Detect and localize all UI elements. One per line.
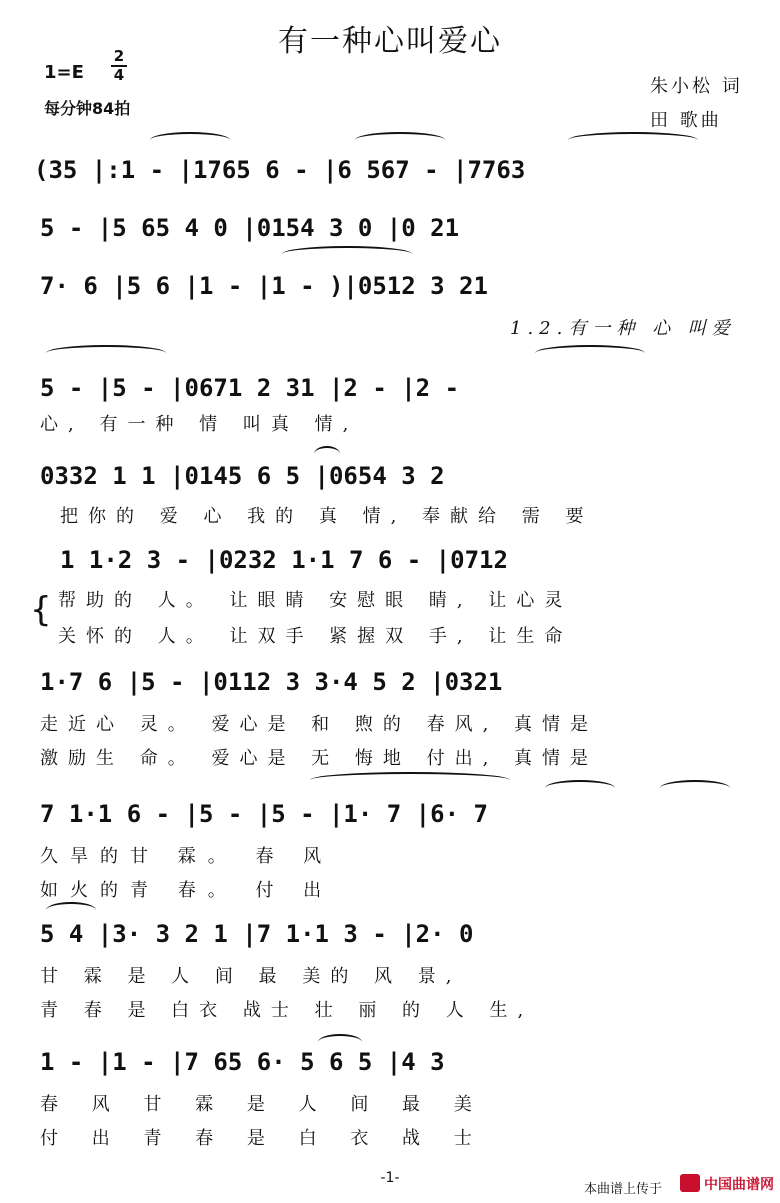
key-signature: 1=E — [44, 62, 84, 83]
notation-row-2: 5 - |5 65 4 0 |0154 3 0 |0 21 — [40, 214, 460, 242]
page-title: 有一种心叫爱心 — [278, 24, 502, 59]
lyrics-row-8a: 久旱的甘 霖。 春 风 — [40, 846, 334, 867]
notation-row-6: 1 1·2 3 - |0232 1·1 7 6 - |0712 — [60, 546, 508, 574]
notation-row-8: 7 1·1 6 - |5 - |5 - |1· 7 |6· 7 — [40, 800, 488, 828]
notation-row-3: 7· 6 |5 6 |1 - |1 - )|0512 3 21 — [40, 272, 488, 300]
lyrics-row-6a: 帮助的 人。 让眼睛 安慰眼 睛, 让心灵 — [58, 590, 573, 611]
slur — [282, 246, 412, 262]
lyrics-row-9b: 青 春 是 白衣 战士 壮 丽 的 人 生, — [40, 1000, 534, 1021]
lyrics-row-6b: 关怀的 人。 让双手 紧握双 手, 让生命 — [58, 626, 573, 647]
slur — [535, 345, 645, 361]
lyrics-row-8b: 如火的青 春。 付 出 — [40, 880, 334, 901]
slur — [568, 132, 698, 148]
time-signature-bottom: 4 — [113, 66, 125, 84]
time-signature-top: 2 — [113, 47, 125, 65]
slur — [355, 132, 445, 148]
slur — [46, 345, 166, 361]
notation-row-10: 1 - |1 - |7 65 6· 5 6 5 |4 3 — [40, 1048, 445, 1076]
upload-note: 本曲谱上传于 — [584, 1182, 663, 1197]
lyrics-row-10b: 付 出 青 春 是 白 衣 战 士 — [40, 1128, 486, 1149]
verse-brace: { — [30, 590, 52, 630]
notation-row-1: (35 |:1 - |1765 6 - |6 567 - |7763 — [34, 156, 526, 184]
notation-row-4: 5 - |5 - |0671 2 31 |2 - |2 - — [40, 374, 460, 402]
lyrics-row-9a: 甘 霖 是 人 间 最 美的 风 景, — [40, 966, 462, 987]
lyrics-row-4: 心, 有一种 情 叫真 情, — [40, 414, 359, 435]
time-signature — [110, 48, 128, 84]
lyrics-row-7b: 激励生 命。 爱心是 无 悔地 付出, 真情是 — [40, 748, 599, 769]
lyrics-row-10a: 春 风 甘 霖 是 人 间 最 美 — [40, 1094, 486, 1115]
page-number: -1- — [380, 1170, 400, 1186]
slur — [660, 780, 730, 796]
site-logo[interactable] — [680, 1172, 780, 1194]
slur — [46, 902, 96, 918]
lyrics-row-7a: 走近心 灵。 爱心是 和 煦的 春风, 真情是 — [40, 714, 599, 735]
notation-row-7: 1·7 6 |5 - |0112 3 3·4 5 2 |0321 — [40, 668, 503, 696]
notation-row-5: 0332 1 1 |0145 6 5 |0654 3 2 — [40, 462, 445, 490]
logo-icon — [680, 1174, 700, 1192]
slur — [150, 132, 230, 148]
notation-row-9: 5 4 |3· 3 2 1 |7 1·1 3 - |2· 0 — [40, 920, 474, 948]
slur — [545, 780, 615, 796]
slur — [310, 772, 510, 788]
lyricist-credit: 朱小松 词 — [650, 76, 743, 97]
site-name: 中国曲谱网 — [704, 1177, 774, 1193]
lyrics-row-3: 1.2.有一种 心 叫爱 — [510, 318, 736, 339]
slur — [318, 1034, 362, 1050]
composer-credit: 田 歌曲 — [650, 110, 722, 131]
slur — [314, 446, 340, 462]
tempo-marking: 每分钟84拍 — [44, 99, 131, 118]
lyrics-row-5: 把你的 爱 心 我的 真 情, 奉献给 需 要 — [60, 506, 594, 527]
